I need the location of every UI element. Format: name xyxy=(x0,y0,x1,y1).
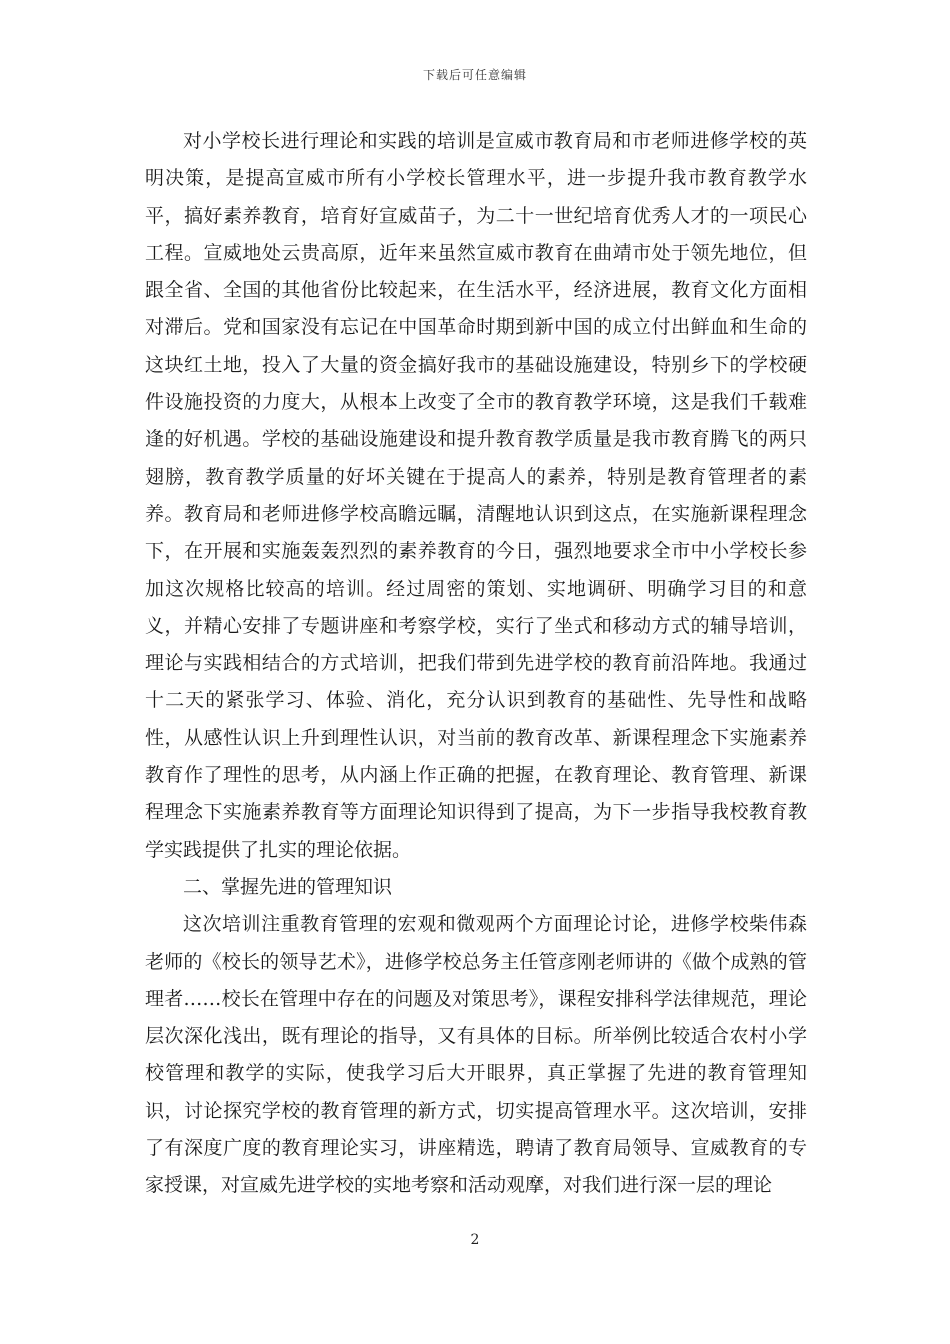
section-heading: 二、掌握先进的管理知识 xyxy=(183,875,393,898)
document-body xyxy=(145,123,807,1205)
paragraph-management-knowledge: 这次培训注重教育管理的宏观和微观两个方面理论讨论，进修学校柴伟森老师的《校长的领导艺术》，进修学校总务主任管彦刚老师讲的《做个成熟的管理者……校长在管理中存在的问题及对策思考》，课程安排科学法律规范，理论层次深化浅出，既有理论的指导，又有具体的目标。所举例比较适合农村小学校管理和教学的实际，使我学习后大开眼界，真正掌握了先进的教育管理知识，讨论探究学校的教育管理的新方式，切实提高管理水平。这次培训，安排了有深度广度的教育理论实习，讲座精选，聘请了教育局领导、宣威教育的专家授课，对宣威先进学校的实地考察和活动观摩，对我们进行深一层的理论 xyxy=(145,913,807,1197)
page-header: 下载后可任意编辑 xyxy=(422,68,527,82)
page-number: 2 xyxy=(470,1232,480,1248)
paragraph-training-purpose: 对小学校长进行理论和实践的培训是宣威市教育局和市老师进修学校的英明决策，是提高宣威市所有小学校长管理水平，进一步提升我市教育教学水平，搞好素养教育，培育好宣威苗子，为二十一世纪培育优秀人才的一项民心工程。宣威地处云贵高原，近年来虽然宣威市教育在曲靖市处于领先地位，但跟全省、全国的其他省份比较起来，在生活水平，经济进展，教育文化方面相对滞后。党和国家没有忘记在中国革命时期到新中国的成立付出鲜血和生命的这块红土地，投入了大量的资金搞好我市的基础设施建设，特别乡下的学校硬件设施投资的力度大，从根本上改变了全市的教育教学环境，这是我们千载难逢的好机遇。学校的基础设施建设和提升教育教学质量是我市教育腾飞的两只翅膀，教育教学质量的好坏关键在于提高人的素养，特别是教育管理者的素养。教育局和老师进修学校高瞻远瞩，清醒地认识到这点，在实施新课程理念下，在开展和实施轰轰烈烈的素养教育的今日，强烈地要求全市中小学校长参加这次规格比较高的培训。经过周密的策划、实地调研、明确学习目的和意义，并精心安排了专题讲座和考察学校，实行了坐式和移动方式的辅导培训，理论与实践相结合的方式培训，把我们带到先进学校的教育前沿阵地。我通过十二天的紧张学习、体验、消化，充分认识到教育的基础性、先导性和战略性，从感性认识上升到理性认识，对当前的教育改革、新课程理念下实施素养教育作了理性的思考，从内涵上作正确的把握，在教育理论、教育管理、新课程理念下实施素养教育等方面理论知识得到了提高，为下一步指导我校教育教学实践提供了扎实的理论依据。 xyxy=(145,130,807,861)
